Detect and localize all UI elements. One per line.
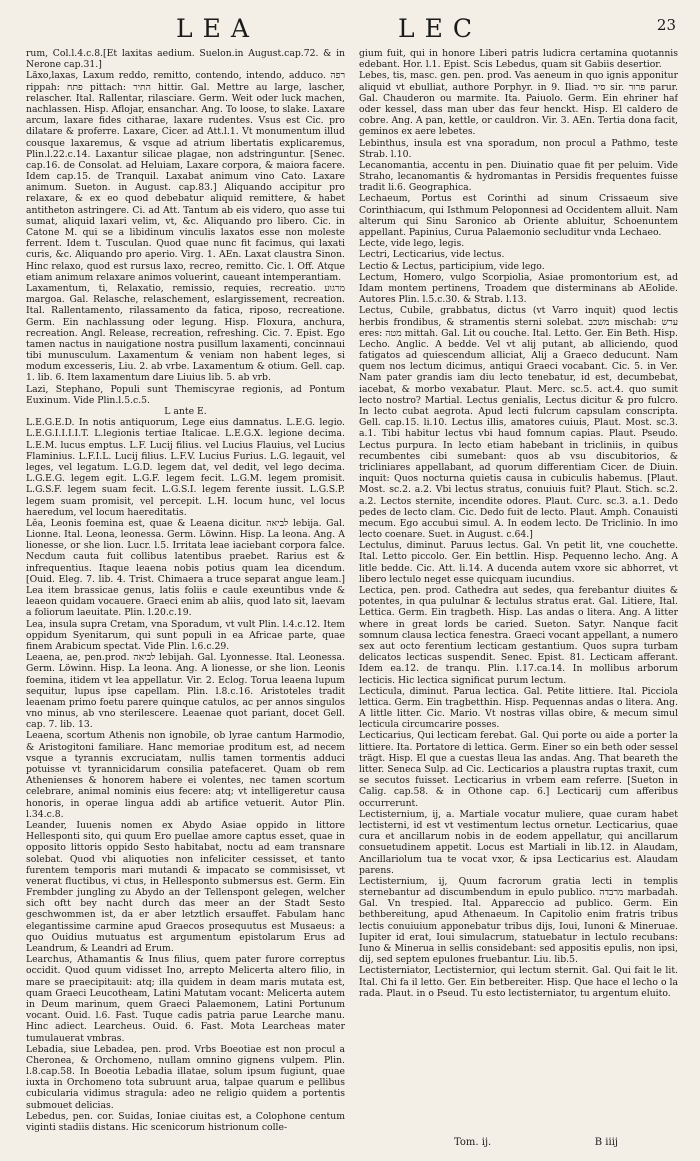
volume-label: Tom. ij.: [454, 1137, 492, 1148]
entry-paragraph: Lectisternium, ij, a. Martiale vocatur muliere, quae curam habet lectisterni, id est vt vestimentum lectus ornetur. Lecticarius, quae cura et ancillarum nobis in de eodem appellatur, qui ancillarum consuetudinem appetit. Locus est Martiali in lib.12. in Alaudam, Ancillariolum tua te vocat vxor, & ipsa Lecticarius est. Alaudam parens.: [359, 808, 678, 876]
section-heading: L ante E.: [164, 406, 207, 417]
entry-paragraph: Lectum, Homero, vulgo Scorpiolia, Asiae promontorium est, ad Idam montem pertinens, Troadem que disterminans ab AEolide. Autores Plin. l.5.c.30. & Strab. l.13.: [359, 271, 678, 306]
entry-paragraph: Lecanomantia, accentu in pen. Diuinatio quae fit per peluim. Vide Straho, lecanomantis & hydromantas in Persidis frequentes fuisse tradit li.6. Geographica.: [359, 159, 678, 194]
entry-paragraph: Lebinthus, insula est vna sporadum, non procul a Pathmo, teste Strab. l.10.: [359, 137, 678, 160]
text-columns: [26, 48, 678, 1153]
header-right-word: LEC: [398, 14, 482, 43]
entry-paragraph: Lectulus, diminut. Paruus lectus. Gal. Vn petit lit, vne couchette. Ital. Letto piccolo. Ger. Ein bettlin. Hisp. Pequenno lecho. Ang. A litle bedde. Cic. Att. li.14. A ducenda autem vxore sic abhorret, vt libero lectulo neget esse quicquam iucundius.: [359, 540, 678, 585]
signature-mark: B iiij: [594, 1137, 618, 1148]
entry-paragraph: Lectri, Lecticarius, vide lectus.: [359, 249, 505, 261]
entry-paragraph: Lebadia, siue Lebadea, pen. prod. Vrbs Boeotiae est non procul a Cheronea, & Orchomeno, nullam omnino gignens vulpem. Plin. l.8.cap.58. In Boeotia Lebadia illatae, solum ipsum fugiunt, quae iuxta in Orchomeno tota subruunt arua, talpae quarum e pellibus cubicularia vidimus stragula: adeo ne religio quidem a portentis submouet delicias.: [26, 1043, 345, 1111]
entry-paragraph: Leander, Iuuenis nomen ex Abydo Asiae oppido in littore Hellesponti sito, qui quum Ero puellae amore captus esset, quae in opposito littoris oppido Sesto habitabat, noctu ad eam transnare solebat. Quod vbi aliquoties non infeliciter cessisset, et tanto furentem temporis mari mutandi & impacato se commisisset, vt venerat fluctibus, vi ctus, in Hellesponto submersus est. Germ. Ein Frembder jungling zu Abydo an der Tellenspont gelegen, welcher sich oftt bey nacht durch das meer an der Stadt Sesto geschwommen ist, da er aber letztlich ersauffet. Fabulam hanc elegantissime carmine apud Graecos prosequutus est Musaeus: a quo Ouidius mutuatus est argumentum epistolarum Erus ad Leandrum, & Leandri ad Erum.: [26, 819, 345, 954]
page-number: 23: [656, 16, 676, 34]
entry-paragraph: Lecticarius, Qui lecticam ferebat. Gal. Qui porte ou aide a porter la littiere. Ita. Portatore di lettica. Germ. Einer so ein beth oder sessel trägt. Hisp. El que a cuestas lleua las andas. Ang. That beareth the litter. Seneca Sulp. ad Cic. Lecticarios a plaustra ruptas traxit, cum se secutos fuisset. Lecticarius in vrbem eam referre. [Sueton in Calig. cap.58. & in Othone cap. 6.] Lecticarij cum afferibus occurrerunt.: [359, 730, 678, 809]
entry-paragraph: Leaena, scortum Athenis non ignobile, ob lyrae cantum Harmodio, & Aristogitoni familiare. Hanc memoriae proditum est, ad necem vsque a tyrannis excruciatam, nullis tamen tormentis adduci potuisse vt tyrannicidarum consilia patefaceret. Quam ob rem Athenienses & honorem habere ei volentes, nec tamen scortum celebrare, animal nominis eius fecere: atq; vt intelligeretur causa honoris, in operae lingua addi ab artifice vetuerit. Autor Plin. l.34.c.8.: [26, 730, 345, 820]
right-column: [359, 48, 678, 1153]
entry-paragraph: Lebedus, pen. cor. Suidas, Ioniae ciuitas est, a Colophone centum viginti stadiis distans. Hic scenicorum histrionum colle-: [26, 1110, 345, 1133]
header-left-word: LEA: [176, 14, 259, 43]
entry-paragraph: Lecticula, diminut. Parua lectica. Gal. Petite littiere. Ital. Picciola lettica. Germ. Ein tragbetthin. Hisp. Pequennas andas o litera. Ang. A little litter. Cic. Mario. Vt nostras villas obire, & mecum simul lecticula circumcarire posses.: [359, 685, 678, 731]
entry-paragraph: Lechaeum, Portus est Corinthi ad sinum Crissaeum sive Corinthiacum, qui Isthmum Peloponnesi ad Occidentem alluit. Nam alterum qui Sinu Saronico ab Oriente abluitur, Schoenuntem appellant. Papinius, Curua Palaemonio secluditur vnda Lechaeo.: [359, 193, 678, 238]
entry-paragraph: Lazi, Stephano, Populi sunt Themiscyrae regionis, ad Pontum Euxinum. Vide Plin.l.5.c.5.: [26, 383, 345, 406]
left-column: [26, 48, 345, 1153]
entry-paragraph: Lecte, vide lego, legis.: [359, 238, 465, 250]
entry-paragraph: Lectus, Cubile, grabbatus, dictus (vt Varro inquit) quod lectis herbis frondibus, & stramentis sterni solebat. משכב mischab: ערש eres: מטה mittah. Gal. Lit ou couche. Ital. Letto. Ger. Ein Beth. Hisp. Lecho. Anglic. A bedde. Vel vt alij putant, ab alliciendo, quod fatigatos ad quiescendum alliciat, Alij a Graeco deducunt. Nam quem nos lectum dicimus, antiqui Graeci vocabant. Cic. 5. in Ver. Nam pater grandis iam diu lecto tenebatur, id est, decumbebat, iacebat, & morbo vexabatur. Plaut. Merc. sc.5. act.4. quo sumit lecto nostro? Martial. Lectus genialis, Lectus dicitur & pro fulcro. In lecto cubat aegrota. Apud lecti fulcrum capsulam conscripta. Gell. cap.15. li.10. Lectus illis, amatores cuiuis, Plaut. Most. sc.3. a.1. Tibi habitur lectus vbi haud fomnum capias. Plaut. Pseudo. Lectus purpura. In lecto etiam habebant in tricliniis, in quibus recumbentes cibi sumebant: quos ab vsu discubitorios, & tricliniares appellabant, ad quorum differentiam Cicer. de Diuin. inquit: Quos nocturna quietis causa in cubiculis habemus. [Plaut. Most. sc.2. a.2. Vbi lectus stratus, conuiuis fuit? Plaut. Stich. sc.2. a.2. Lectos sternite, incendite odores. Plaut. Curc. sc.3. a.1. Dedo pedes de lecto clam. Cic. Dedo fuit de lecto. Plaut. Amph. Conauisti mecum. Ego accubui simul. A. In eodem lecto. De Triclinio. In imo lecto coenare. Suet. in August. c.64.]: [359, 305, 678, 541]
entry-paragraph: Lectisternium, ij, Quum facrorum gratia lecti in templis sternebantur ad discumbendum in epulo publico. מרבדה marbadah. Gal. Vn trespied. Ital. Appareccio ad publico. Germ. Ein bethbereitung, apud Athenaeum. In Capitolio enim fratris tribus lectis conuiuium apponebatur tribus dijs, Ioui, Iunoni & Mineruae. Iupiter id erat, Ioui simulacrum, statuebatur in lectulo recubans: Iuno & Minerua in sellis considebant: sed appositis epulis, non ipsi, dij, sed septem epulones fruebantur. Liu. lib.5.: [359, 875, 678, 966]
page-footer: [384, 1137, 678, 1151]
entry-paragraph: Lăxo,laxas, Laxum reddo, remitto, contendo, intendo, adduco. רפה rippah: פתח pittach: התיר hittir. Gal. Mettre au large, lascher, relascher. Ital. Rallentar, rilasciare. Germ. Weit oder luck machen, nachlassen. Hisp. Aflojar, ensanchar. Ang. To loose, to slake. Laxare arcum, laxare fides citharae, laxare rudentes. Vsus est Cic. pro dilatare & proferre. Laxare, Cicer. ad Att.l.1. Vt monumentum illud cousque laxaremus, & vsque ad atrium libertatis explicaremus, Plin.l.22.c.14. Laxantur silicae plagae, non adstringuntur. [Senec. cap.16. de Consolat. ad Heluiam, Laxare corpora, & maiora facere. Idem cap.15. de Tranquil. Laxabat animum vino Cato. Laxare animum. Sueton. in August. cap.83.] Aliquando accipitur pro relaxare, & ex eo quod debebatur aliquid remittere, & habet antitheton astringere. Ci. ad Att. Tantum ab eis videro, quo asse tui sumat, aliquid laxari velim, vt, &c. Aliquando pro libero. Cic. in Catone M. qui se a libidinum vinculis laxatos esse non moleste ferrent. Idem t. Tusculan. Quod quae nunc fit facimus, qui laxati curis, &c. Aliquando pro aperio. Virg. 1. AEn. Laxat claustra Sinon. Hinc relaxo, quod est rursus laxo, recreo, remitto. Cic. l. Off. Atque etiam animum relaxare animos voluerint, caueant intemperantiam.: [26, 70, 345, 283]
entry-paragraph: Leaena, ae, pen.prod. לביאה lebijah. Gal. Lyonnesse. Ital. Leonessa. Germ. Löwinn. Hisp. La leona. Ang. A lionesse, or she lion. Leonis foemina, itidem vt lea appellatur. Vir. 2. Eclog. Torua leaena lupum sequitur, lupus ipse capellam. Plin. l.8.c.16. Aristoteles tradit leaenam primo foetu parere quinque catulos, ac per annos singulos vno minus, ab vno sterilescere. Leaenae quot pariant, docet Gell. cap. 7. lib. 13.: [26, 652, 345, 731]
entry-paragraph: L.E.G.E.D. In notis antiquorum, Lege eius damnatus. L.E.G. legio. L.E.G.I.I.I.I.T. L.legionis tertiae Italicae. L.E.G.X. legione decima. L.E.M. lucus emptus. L.F. Lucij filius. vel Lucius Flauius, vel Lucius Flaminius. L.F.I.L. Lucij filius. L.F.V. Lucius Furius. L.G. legauit, vel leges, vel legatum. L.G.D. legem dat, vel dedit, vel lego decima. L.G.E.G. legem egit. L.G.F. legem fecit. L.G.M. legem promisit. L.G.S.F. legem suam fecit. L.G.S.I. legem ferente iussit. L.G.S.P. legem suam promisit, vel percepit. L.H. locum hunc, vel locus haeredum, vel locum haereditatis.: [26, 417, 345, 518]
entry-paragraph: Lectica, pen. prod. Cathedra aut sedes, qua ferebantur diuites & potentes, in qua pululnar & lectulus stratus erat. Gal. Litiere, Ital. Lettica. Germ. Ein tragbeth. Hisp. Las andas o litera. Ang. A litter where in great lords be caried. Sueton. Satyr. Nanque facit somnum clausa lectica fenestra. Graeci vocant appellant, a numero sex aut octo ferentium lecticam gestantium. Quos supra turbam delicatos lecticas suspendit. Senec. Epist. 81. Lecticam afferant. Idem ea.12. de tranqu. Plin. l.17.ca.14. In mollibus arborum lecticis. Hic lectica significat purum lectum.: [359, 585, 678, 686]
entry-paragraph: Lectisterniator, Lectisternior, qui lectum sternit. Gal. Qui fait le lit. Ital. Chi fa il letto. Ger. Ein betbereiter. Hisp. Que hace el lecho o la rada. Plaut. in o Pseud. Tu esto lectisterniator, tu argentum eluito.: [359, 965, 678, 999]
running-header: [26, 14, 678, 48]
entry-paragraph: Lea, insula supra Cretam, vna Sporadum, vt vult Plin. l.4.c.12. Item oppidum Syenitarum, qui sunt populi in ea Africae parte, quae finem Arabicum spectat. Vide Plin. l.6.c.29.: [26, 618, 345, 652]
entry-paragraph: Lectio & Lectus, participium, vide lego.: [359, 260, 545, 272]
entry-paragraph: Lebes, tis, masc. gen. pen. prod. Vas aeneum in quo ignis apponitur aliquid vt ebulliat, authore Porphyr. in 9. Iliad. סיר sir. פרור parur. Gal. Chauderon ou marmite. Ita. Paiuolo. Germ. Ein ehriner haf oder kessel, dass man uber das feur henckt. Hisp. El caldero de cobre. Ang. A pan, kettle, or cauldron. Vir. 3. AEn. Tertia dona facit, geminos ex aere lebetes.: [359, 70, 678, 138]
entry-paragraph: Learchus, Athamantis & Inus filius, quem pater furore correptus occidit. Quod quum vidisset Ino, arrepto Melicerta altero filio, in mare se praecipitauit: atq; illa quidem in deam maris mutata est, quam Graeci Leucotheam, Latini Matutam vocant: Melicerta autem in Deum marinum, quem Graeci Palaemonem, Latini Portunum vocant. Ouid. l.6. Fast. Tuque cadis patria parue Learche manu. Hinc adiect. Learcheus. Ouid. 6. Fast. Mota Learcheas mater tumulauerat vmbras.: [26, 954, 345, 1044]
entry-paragraph: Lĕa, Leonis foemina est, quae & Leaena dicitur. לביאה lebija. Gal. Lionne. Ital. Leona, leonessa. Germ. Löwinn. Hisp. La leona. Ang. A lionesse, or she lion. Lucr. l.5. Irritata leae iaciebant corpora falce. Necdum cauta fuit collibus latentibus praebet. Rarius est & infrequentius. Itaque leaena nobis potius quam lea dicendum. [Ouid. Eleg. 7. lib. 4. Trist. Chimaera a truce separat angue leam.] Lea item brassicae genus, latis foliis e caule exeuntibus vnde & leaeon quidam vocauere. Graeci enim ab aliis, quod lato sit, laevam a foliorum laeuitate. Plin. l.20.c.19.: [26, 517, 345, 619]
entry-paragraph: gium fuit, qui in honore Liberi patris ludicra certamina quotannis edebant. Hor. l.1. Epist. Scis Lebedus, quam sit Gabiis desertior.: [359, 48, 678, 71]
entry-paragraph: rum, Col.l.4.c.8.[Et laxitas aedium. Suelon.in August.cap.72. & in Nerone cap.31.]: [26, 48, 345, 71]
entry-paragraph: Laxamentum, ti, Relaxatio, remissio, requies, recreatio. מרגוע margoa. Gal. Relasche, relaschement, eslargissement, recreation. Ital. Rallentamento, rilassamento da fatica, riposo, recreatione. Germ. Ein nachlassung oder legung. Hisp. Floxura, anchura, recreation. Angl. Release, recreation, refreshing. Cic. 7. Epist. Ego tamen nactus in nauigatione nostra pusillum laxamenti, concinnaui tibi munusculum. Laxamentum & veniam non habent leges, si modum excesseris, Liu. 2. ab vrbe. Laxamentum & otium. Gell. cap. 1. lib. 6. Item laxamentum dare Liuius lib. 5. ab vrb.: [26, 282, 345, 384]
